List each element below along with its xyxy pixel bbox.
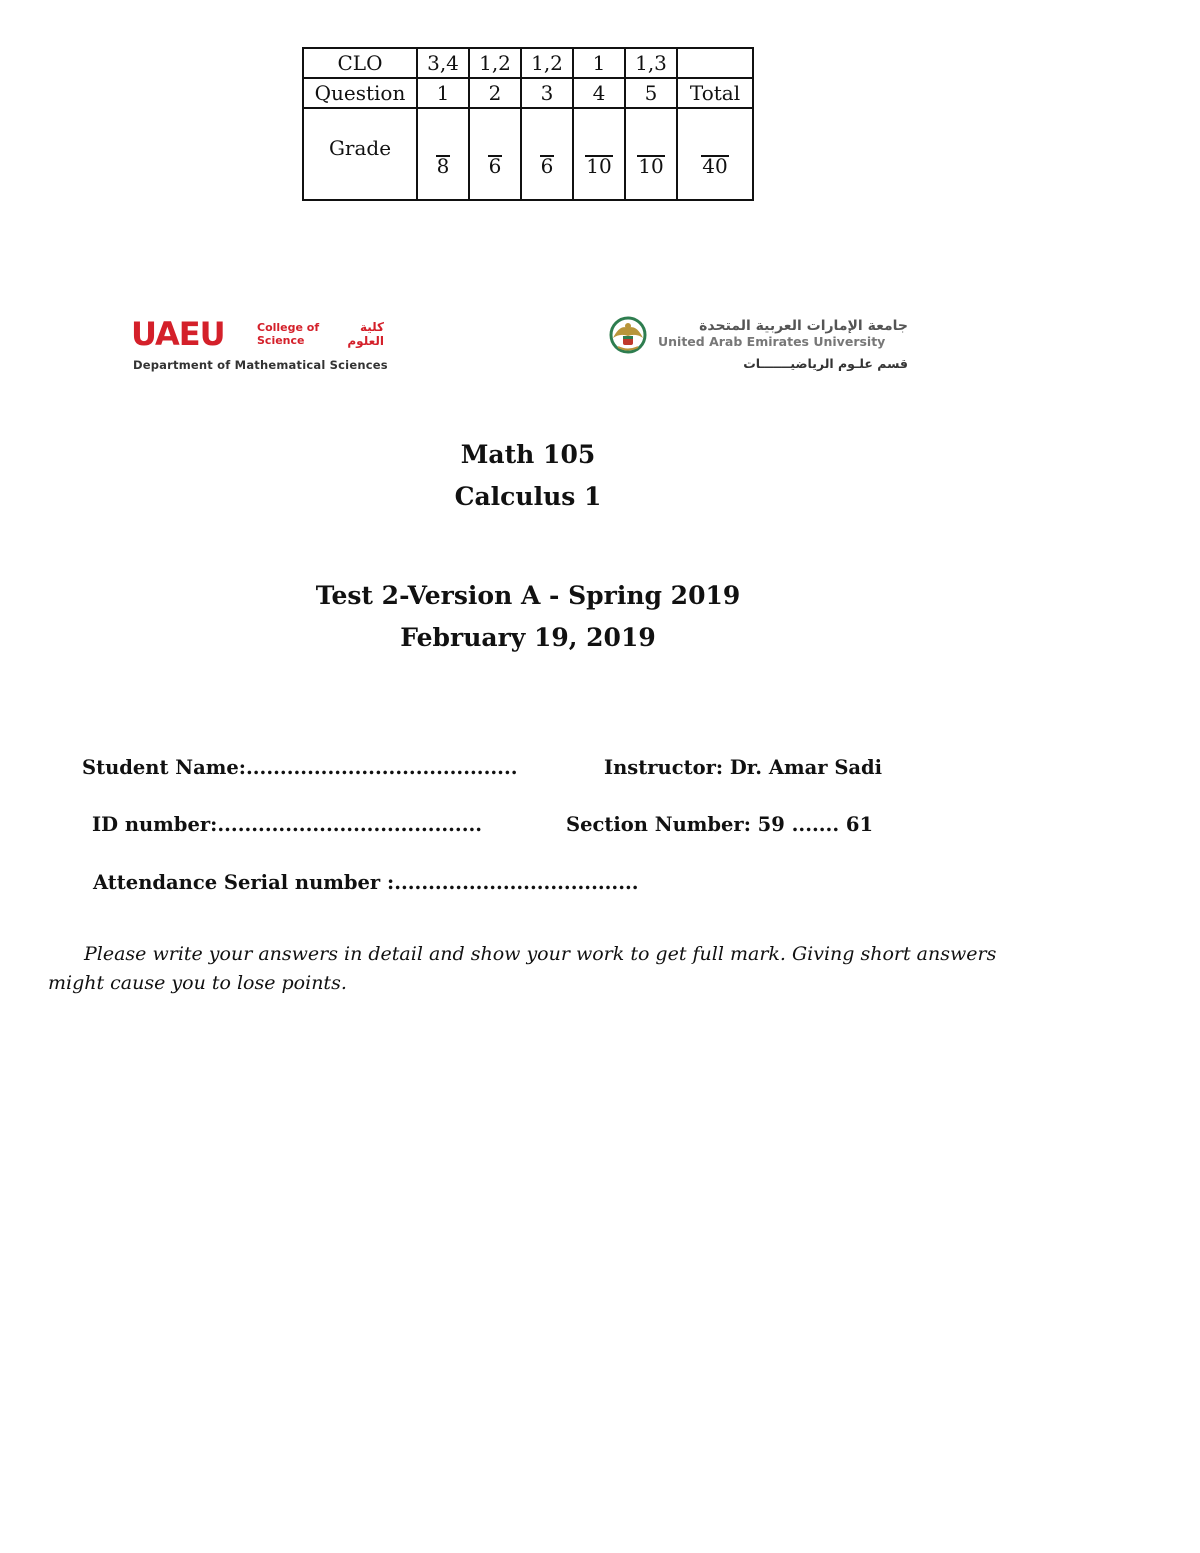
grade-max-2: 6 [488,154,502,178]
question-cell-total: Total [677,78,753,108]
grade-max-1: 8 [436,154,450,178]
question-cell-5: 5 [625,78,677,108]
falcon-emblem-icon [604,316,652,354]
test-date: February 19, 2019 [400,623,656,652]
clo-cell-5: 1,3 [625,48,677,78]
grade-cell-total [677,108,753,200]
course-code: Math 105 [460,440,596,469]
clo-cell-4: 1 [573,48,625,78]
grade-table [302,47,754,201]
university-name-english: United Arab Emirates University [658,334,886,349]
attendance-serial-field: Attendance Serial number :.................................... [93,871,639,894]
course-name: Calculus 1 [454,482,602,511]
grade-row [303,108,753,200]
grade-max-3: 6 [540,154,554,178]
grade-max-4: 10 [586,154,612,178]
uaeu-wordmark: UAEU [131,315,225,353]
section-number-label: Section Number: 59 ....... 61 [566,813,874,836]
student-name-field: Student Name:........................................ [82,756,518,779]
clo-cell-2: 1,2 [469,48,521,78]
college-arabic-line-2: العلوم [347,334,384,348]
college-of-science-label [257,321,319,347]
college-line-2: Science [257,334,305,347]
instructions-text: Please write your answers in detail and show your work to get full mark. Giving short answers might cause you to lose points. [48,943,997,994]
grade-cell-3 [521,108,573,200]
grade-cell-2 [469,108,521,200]
university-name-arabic: جامعة الإمارات العربية المتحدة [699,318,908,334]
grade-cell-1 [417,108,469,200]
question-cell-3: 3 [521,78,573,108]
clo-cell-1: 3,4 [417,48,469,78]
row-label-clo: CLO [303,48,417,78]
question-cell-2: 2 [469,78,521,108]
row-label-question: Question [303,78,417,108]
grade-cell-4 [573,108,625,200]
question-cell-4: 4 [573,78,625,108]
instructor-label: Instructor: Dr. Amar Sadi [604,756,883,779]
clo-cell-3: 1,2 [521,48,573,78]
test-title: Test 2-Version A - Spring 2019 [315,581,741,610]
college-arabic-label [330,320,384,348]
department-english: Department of Mathematical Sciences [133,358,388,372]
clo-row [303,48,753,78]
clo-cell-total [677,48,753,78]
grade-max-5: 10 [638,154,664,178]
question-row [303,78,753,108]
grade-cell-5 [625,108,677,200]
college-line-1: College of [257,321,320,334]
question-cell-1: 1 [417,78,469,108]
row-label-grade: Grade [303,108,417,200]
id-number-field: ID number:....................................... [92,813,483,836]
college-arabic-line-1: كلية [359,320,384,334]
department-arabic: قسم علـوم الرياضيـــــــات [743,356,908,371]
grade-max-total: 40 [702,154,728,178]
